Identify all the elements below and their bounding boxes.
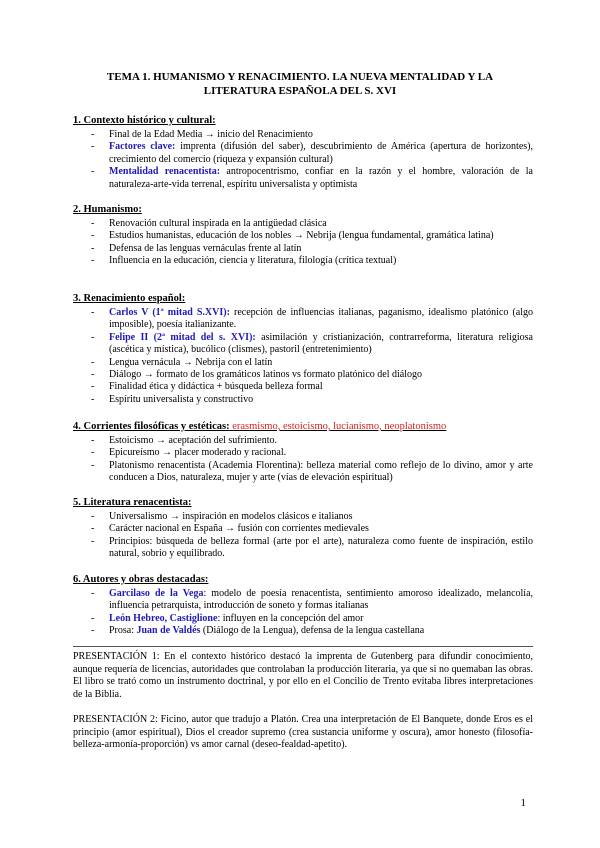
section-heading: 6. Autores y obras destacadas: xyxy=(73,574,209,585)
list-item: - Principios: búsqueda de belleza formal (arte por el arte), naturaleza como fuente de inspiración, estilo natural, sobrio y equilibrado. xyxy=(73,536,533,561)
list-item: - Espíritu universalista y constructivo xyxy=(73,394,533,406)
section-heading: 2. Humanismo: xyxy=(73,204,142,215)
list-item: - Platonismo renacentista (Academia Florentina): belleza material como reflejo de lo divino, amor y arte conducen a Dios, naturaleza, mujer y arte (vías de elevación espiritual) xyxy=(73,460,533,485)
list-item: - Finalidad ética y didáctica + búsqueda belleza formal xyxy=(73,381,533,393)
section-corrientes xyxy=(73,420,533,485)
section-autores xyxy=(73,573,533,638)
list-item: - Carlos V (1ª mitad S.XVI): recepción de influencias italianas, paganismo, idealismo platónico (algo imposible), poesía italianizante. xyxy=(73,307,533,332)
list-item: - Felipe II (2ª mitad del s. XVI): asimilación y cristianización, contrarreforma, literatura religiosa (ascética y mística), bucólico (clismes), pastoril (entretenimiento) xyxy=(73,332,533,357)
section-humanismo xyxy=(73,203,533,268)
list-item: - Diálogo → formato de los gramáticos latinos vs formato platónico del diálogo xyxy=(73,369,533,381)
section-heading: 5. Literatura renacentista: xyxy=(73,497,192,508)
list-item: - Garcilaso de la Vega: modelo de poesía renacentista, sentimiento amoroso idealizado, melancolía, influencia petrarquista, introducción de soneto y formas italianas xyxy=(73,588,533,613)
divider xyxy=(73,646,533,647)
list-item: - Renovación cultural inspirada en la antigüedad clásica xyxy=(73,218,533,230)
list-item: - Estudios humanistas, educación de los nobles → Nebrija (lengua fundamental, gramática latina) xyxy=(73,230,533,242)
list-item: - Estoicismo → aceptación del sufrimiento. xyxy=(73,435,533,447)
currents-list: erasmismo, estoicismo, lucianismo, neoplatonismo xyxy=(229,421,447,432)
section-contexto xyxy=(73,114,533,191)
page-title: TEMA 1. HUMANISMO Y RENACIMIENTO. LA NUEVA MENTALIDAD Y LA LITERATURA ESPAÑOLA DEL S. XVI xyxy=(106,71,494,97)
list-item: - Lengua vernácula → Nebrija con el latín xyxy=(73,357,533,369)
section-heading: 3. Renacimiento español: xyxy=(73,293,186,304)
list-item: - León Hebreo, Castiglione: influyen en la concepción del amor xyxy=(73,613,533,625)
page-number: 1 xyxy=(520,797,526,809)
list-item: - Carácter nacional en España → fusión con corrientes medievales xyxy=(73,523,533,535)
list-item: - Prosa: Juan de Valdés (Diálogo de la Lengua), defensa de la lengua castellana xyxy=(73,625,533,637)
list-item: - Mentalidad renacentista: antropocentrismo, confiar en la razón y el hombre, valoración de la naturaleza-arte-vida terrenal, espíritu universalista y optimista xyxy=(73,166,533,191)
section-literatura xyxy=(73,496,533,561)
section-heading: 1. Contexto histórico y cultural: xyxy=(73,115,216,126)
list-item: - Defensa de las lenguas vernáculas frente al latín xyxy=(73,243,533,255)
section-renacimiento-espanol xyxy=(73,292,533,406)
list-item: - Epicureísmo → placer moderado y racional. xyxy=(73,447,533,459)
list-item: - Influencia en la educación, ciencia y literatura, filología (crítica textual) xyxy=(73,255,533,267)
section-heading: 4. Corrientes filosóficas y estéticas: erasmismo, estoicismo, lucianismo, neoplatonismo xyxy=(73,421,447,432)
presentacion-1: PRESENTACIÓN 1: En el contexto histórico destacó la imprenta de Gutenberg para difundir conocimiento, aunque requería de licencias, autoridades que controlaban la producción literaria, ya que si no quemaban las obras. El libro se trató como un instrumento doctrinal, y por ello en el Concilio de Trento evitaba libres interpretaciones de la Biblia. xyxy=(73,651,533,700)
presentacion-2: PRESENTACIÓN 2: Ficino, autor que tradujo a Platón. Crea una interpretación de El Banquete, donde Eros es el principio (amor espiritual), Dios el creador supremo (crea sustancia uniforme y oscura), amor honesto (filosofía-belleza-armonía-proporción) vs amor carnal (deseo-fealdad-apetito). xyxy=(73,714,533,750)
list-item: - Final de la Edad Media → inicio del Renacimiento xyxy=(73,129,533,141)
list-item: - Factores clave: imprenta (difusión del saber), descubrimiento de América (apertura de horizontes), crecimiento del comercio (riqueza y expansión cultural) xyxy=(73,141,533,166)
list-item: - Universalismo → inspiración en modelos clásicos e italianos xyxy=(73,511,533,523)
